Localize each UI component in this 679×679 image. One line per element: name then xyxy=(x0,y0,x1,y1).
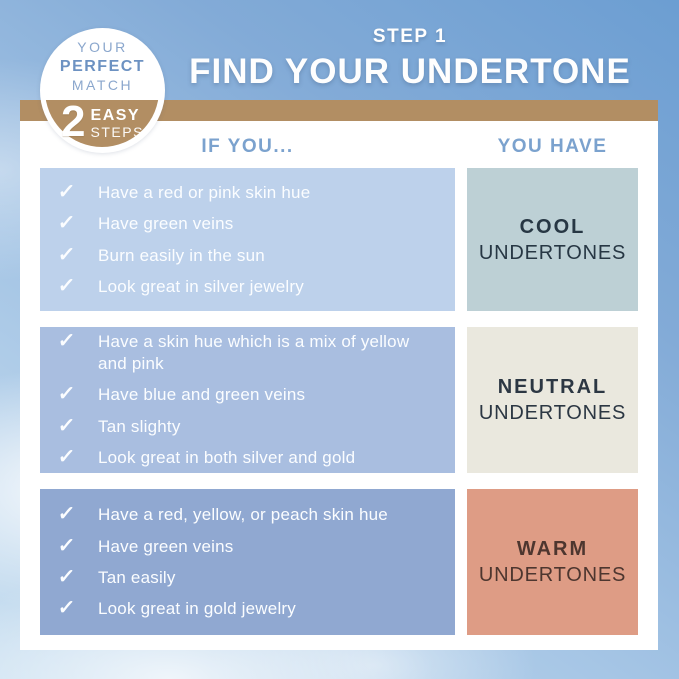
checkmark-icon: ✓ xyxy=(56,274,76,297)
result-sublabel: UNDERTONES xyxy=(478,402,627,424)
checkmark-icon: ✓ xyxy=(56,414,76,437)
criteria-text: Have a skin hue which is a mix of yellow and pink xyxy=(98,332,410,373)
result-sublabel: UNDERTONES xyxy=(478,564,627,586)
criteria-list xyxy=(40,331,455,468)
criteria-box-neutral xyxy=(40,327,455,473)
badge-word-easy: EASY xyxy=(90,107,141,124)
criteria-text: Have green veins xyxy=(98,536,234,556)
criteria-text: Look great in silver jewelry xyxy=(98,276,304,296)
criteria-item xyxy=(40,182,455,203)
criteria-item xyxy=(40,416,455,437)
criteria-text: Look great in gold jewelry xyxy=(98,599,296,619)
checkmark-icon: ✓ xyxy=(56,503,76,526)
criteria-text: Burn easily in the sun xyxy=(98,245,265,265)
perfect-match-badge xyxy=(40,28,165,153)
badge-line-perfect: PERFECT xyxy=(59,57,146,75)
result-label: COOL xyxy=(519,215,586,238)
criteria-item xyxy=(40,245,455,266)
criteria-text: Tan slighty xyxy=(98,416,181,436)
column-header-if-you: IF YOU... xyxy=(201,136,294,157)
criteria-item xyxy=(40,447,455,468)
criteria-item xyxy=(40,536,455,557)
criteria-text: Have green veins xyxy=(98,214,234,234)
badge-steps xyxy=(40,97,165,146)
badge-word-steps: STEPS xyxy=(90,123,144,140)
checkmark-icon: ✓ xyxy=(56,212,76,235)
badge-steps-words xyxy=(91,107,144,140)
criteria-item xyxy=(40,504,455,525)
criteria-item xyxy=(40,384,455,405)
badge-line-your: YOUR xyxy=(77,39,128,55)
criteria-item xyxy=(40,276,455,297)
result-label: WARM xyxy=(516,538,589,560)
criteria-item xyxy=(40,213,455,234)
result-box-neutral xyxy=(467,327,638,473)
step-label: STEP 1 xyxy=(372,26,448,47)
badge-text xyxy=(40,39,165,94)
criteria-text: Have a red, yellow, or peach skin hue xyxy=(98,505,388,525)
checkmark-icon: ✓ xyxy=(56,330,76,353)
criteria-text: Have a red or pink skin hue xyxy=(98,182,311,202)
column-header-you-have: YOU HAVE xyxy=(497,136,608,157)
criteria-box-warm xyxy=(40,489,455,635)
page-title: FIND YOUR UNDERTONE xyxy=(189,52,631,91)
badge-line-match: MATCH xyxy=(71,76,134,93)
checkmark-icon: ✓ xyxy=(56,446,76,469)
criteria-item xyxy=(40,331,455,374)
result-label: NEUTRAL xyxy=(497,376,608,398)
result-sublabel: UNDERTONES xyxy=(478,241,627,264)
criteria-text: Tan easily xyxy=(98,568,176,587)
checkmark-icon: ✓ xyxy=(56,534,76,557)
criteria-box-cool xyxy=(40,168,455,311)
result-box-cool xyxy=(467,168,638,311)
checkmark-icon: ✓ xyxy=(56,383,76,406)
criteria-item xyxy=(40,598,455,619)
criteria-text: Look great in both silver and gold xyxy=(98,448,356,468)
badge-step-number: 2 xyxy=(61,97,86,146)
checkmark-icon: ✓ xyxy=(56,180,76,203)
criteria-list xyxy=(40,182,455,298)
criteria-list xyxy=(40,504,455,620)
result-box-warm xyxy=(467,489,638,635)
criteria-text: Have blue and green veins xyxy=(98,385,306,405)
page-header xyxy=(180,26,640,92)
content-panel xyxy=(20,121,658,650)
checkmark-icon: ✓ xyxy=(56,566,76,588)
criteria-item xyxy=(40,567,455,588)
checkmark-icon: ✓ xyxy=(56,597,76,620)
checkmark-icon: ✓ xyxy=(56,243,76,266)
